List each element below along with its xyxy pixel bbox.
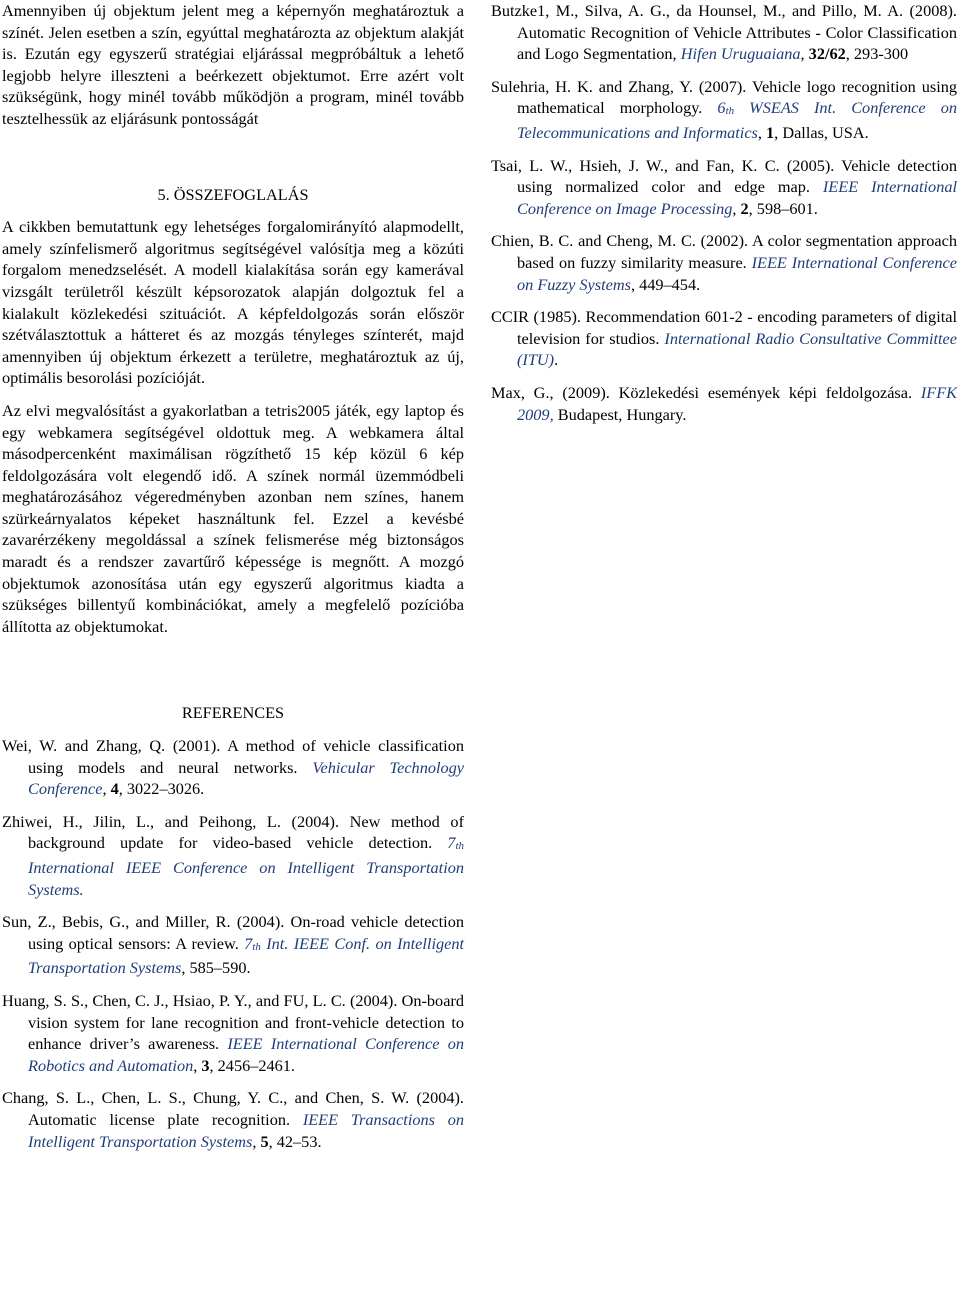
reference-wei <box>2 735 464 800</box>
ref-sep: , <box>252 1131 261 1151</box>
ref-sep: , <box>800 44 809 64</box>
ref-text: Zhiwei, H., Jilin, L., and Peihong, L. (2004). New method of background update for video-based vehicle detection. <box>2 811 464 853</box>
ref-pages: , 585–590. <box>181 958 251 978</box>
ref-venue-name: Int. IEEE Conf. on Intelligent Transportation Systems <box>28 933 464 978</box>
ref-pages: , 598–601. <box>748 198 818 218</box>
references-heading: REFERENCES <box>181 703 285 723</box>
ref-text: Wei, W. and Zhang, Q. (2001). A method of vehicle classification using models and neural networks. <box>2 736 464 777</box>
ref-venue: IEEE International Conference on Image Processing <box>517 177 957 218</box>
ref-sep: , <box>757 122 767 142</box>
ref-volume: 5 <box>260 1131 269 1151</box>
ref-text: Huang, S. S., Chen, C. J., Hsiao, P. Y., and FU, L. C. (2004). On-board vision system for lane recognition and front-vehicle detection to enhance driver’s awareness. <box>2 990 464 1054</box>
intro-paragraph: Amennyiben új objektum jelent meg a képernyőn meghatároztuk a színét. Jelen esetben a szín, egyúttal meghatározta az objektum alakját is. Ezután egy egyszerű stratégiai eljárással megpróbáltuk a lehető legjobb helyre illeszteni a beérkezett objektumot. Erre azért volt szükségünk, hogy minél tovább működjön a program, minél tovább tesztelhessük az eljárásunk pontosságát <box>2 1 464 128</box>
ref-edition-number: 7 <box>244 933 253 953</box>
ref-volume: 32/62 <box>808 44 846 64</box>
section-heading: 5. ÖSSZEFOGLALÁS <box>157 184 309 204</box>
reference-butzke <box>491 0 957 65</box>
right-column <box>491 0 957 425</box>
ref-text: Tsai, L. W., Hsieh, J. W., and Fan, K. C. (2005). Vehicle detection using normalized color and edge map. <box>491 155 957 197</box>
reference-huang <box>2 990 464 1076</box>
reference-ccir <box>491 306 957 371</box>
ref-text: Chien, B. C. and Cheng, M. C. (2002). A color segmentation approach based on fuzzy similarity measure. <box>491 231 957 272</box>
ref-volume: 4 <box>110 779 119 799</box>
ref-venue: Vehicular Technology Conference <box>28 757 465 799</box>
ref-text: Max, G., (2009). Közlekedési események képi feldolgozása. <box>491 382 921 402</box>
ref-volume: 1 <box>766 122 775 142</box>
ref-venue: International Radio Consultative Committee (ITU) <box>517 328 957 370</box>
ref-text: Sun, Z., Bebis, G., and Miller, R. (2004). On-road vehicle detection using optical sensors: A review. <box>2 912 464 953</box>
reference-sulehria <box>491 76 957 144</box>
ref-edition-suffix: th <box>455 840 464 853</box>
ref-volume: 3 <box>201 1055 210 1075</box>
ref-venue: Hifen Uruguaiana <box>680 44 801 64</box>
ref-venue: IEEE International Conference on Fuzzy Systems <box>517 252 958 294</box>
ref-sep: , <box>732 198 741 218</box>
reference-sun <box>2 911 464 979</box>
ref-venue: IEEE International Conference on Robotics and Automation <box>28 1034 464 1075</box>
ref-venue: IFFK 2009, <box>517 382 957 424</box>
ref-pages: , 293-300 <box>845 44 909 64</box>
ref-volume: 2 <box>740 198 749 218</box>
reference-zhiwei <box>2 811 464 900</box>
ref-edition-number: 6 <box>717 98 726 118</box>
ref-end: . <box>554 350 559 370</box>
ref-text: Chang, S. L., Chen, L. S., Chung, Y. C., and Chen, S. W. (2004). Automatic license plate recognition. <box>2 1088 464 1129</box>
reference-chien <box>491 230 957 295</box>
ref-text: Sulehria, H. K. and Zhang, Y. (2007). Vehicle logo recognition using mathematical morphology. <box>491 76 957 118</box>
ref-edition-suffix: th <box>725 105 735 118</box>
ref-pages: , 449–454. <box>630 274 701 294</box>
ref-sep: , <box>193 1055 202 1075</box>
ref-pages: , 3022–3026. <box>118 779 205 799</box>
reference-chang <box>2 1087 464 1152</box>
ref-text: Butzke1, M., Silva, A. G., da Hounsel, M., and Pillo, M. A. (2008). Automatic Recognition of Vehicle Attributes - Color Classification and Logo Segmentation, <box>491 1 957 64</box>
ref-text: CCIR (1985). Recommendation 601-2 - encoding parameters of digital television for studios. <box>491 307 957 348</box>
reference-tsai <box>491 155 957 220</box>
ref-edition-suffix: th <box>252 940 261 953</box>
ref-pages: , 2456–2461. <box>209 1055 295 1075</box>
summary-paragraph-1: A cikkben bemutattunk egy lehetséges forgalomirányító alapmodellt, amely színfelismerő algoritmus segítségével valósítja meg a közúti forgalom menedzselését. A modell kialakítása során egy kamerával vizsgált területről készült képsorozatok alapján dolgoztuk fel a kialakult közlekedési szituációt. A képfeldolgozás során először szétválasztottuk a hátteret és az mozgás tényleges színterét, majd amennyiben új objektum érkezett a területre, meghatároztuk az új, optimális besorolási pozícióját. <box>2 217 464 388</box>
ref-sep: , <box>102 779 111 799</box>
ref-venue-name: International IEEE Conference on Intelligent Transportation Systems. <box>28 858 464 899</box>
ref-location: Budapest, Hungary. <box>553 404 687 424</box>
left-column <box>2 0 464 1152</box>
ref-edition-number: 7 <box>447 833 456 853</box>
ref-venue: IEEE Transactions on Intelligent Transportation Systems <box>28 1109 464 1151</box>
reference-max <box>491 382 957 425</box>
summary-paragraph-2: Az elvi megvalósítást a gyakorlatban a tetris2005 játék, egy laptop és egy webkamera segítségével oldottuk meg. A webkamera által másodpercenként maximálisan rögzíthető 15 kép közül 6 kép feldolgozására volt elegendő idő. A színek normál üzemmódbeli meghatározásához végeredményben azonban nem színes, hanem szürkeárnyalatos képeket használtunk fel. Ezzel a kevésbé zavarérzékeny megoldással a színek felismerése még biztonságos maradt és a rendszer zavartűrő képessége is megnőtt. A mozgó objektumok azonosítása után egy egyszerű algoritmus kiadta a szükséges billentyű kombinációkat, amely a megfelelő pozícióba állította az objektumokat. <box>2 400 464 636</box>
ref-pages: , 42–53. <box>268 1131 322 1151</box>
ref-venue-name: WSEAS Int. Conference on Telecommunications and Informatics <box>517 98 957 142</box>
ref-pages: , Dallas, USA. <box>774 122 869 142</box>
